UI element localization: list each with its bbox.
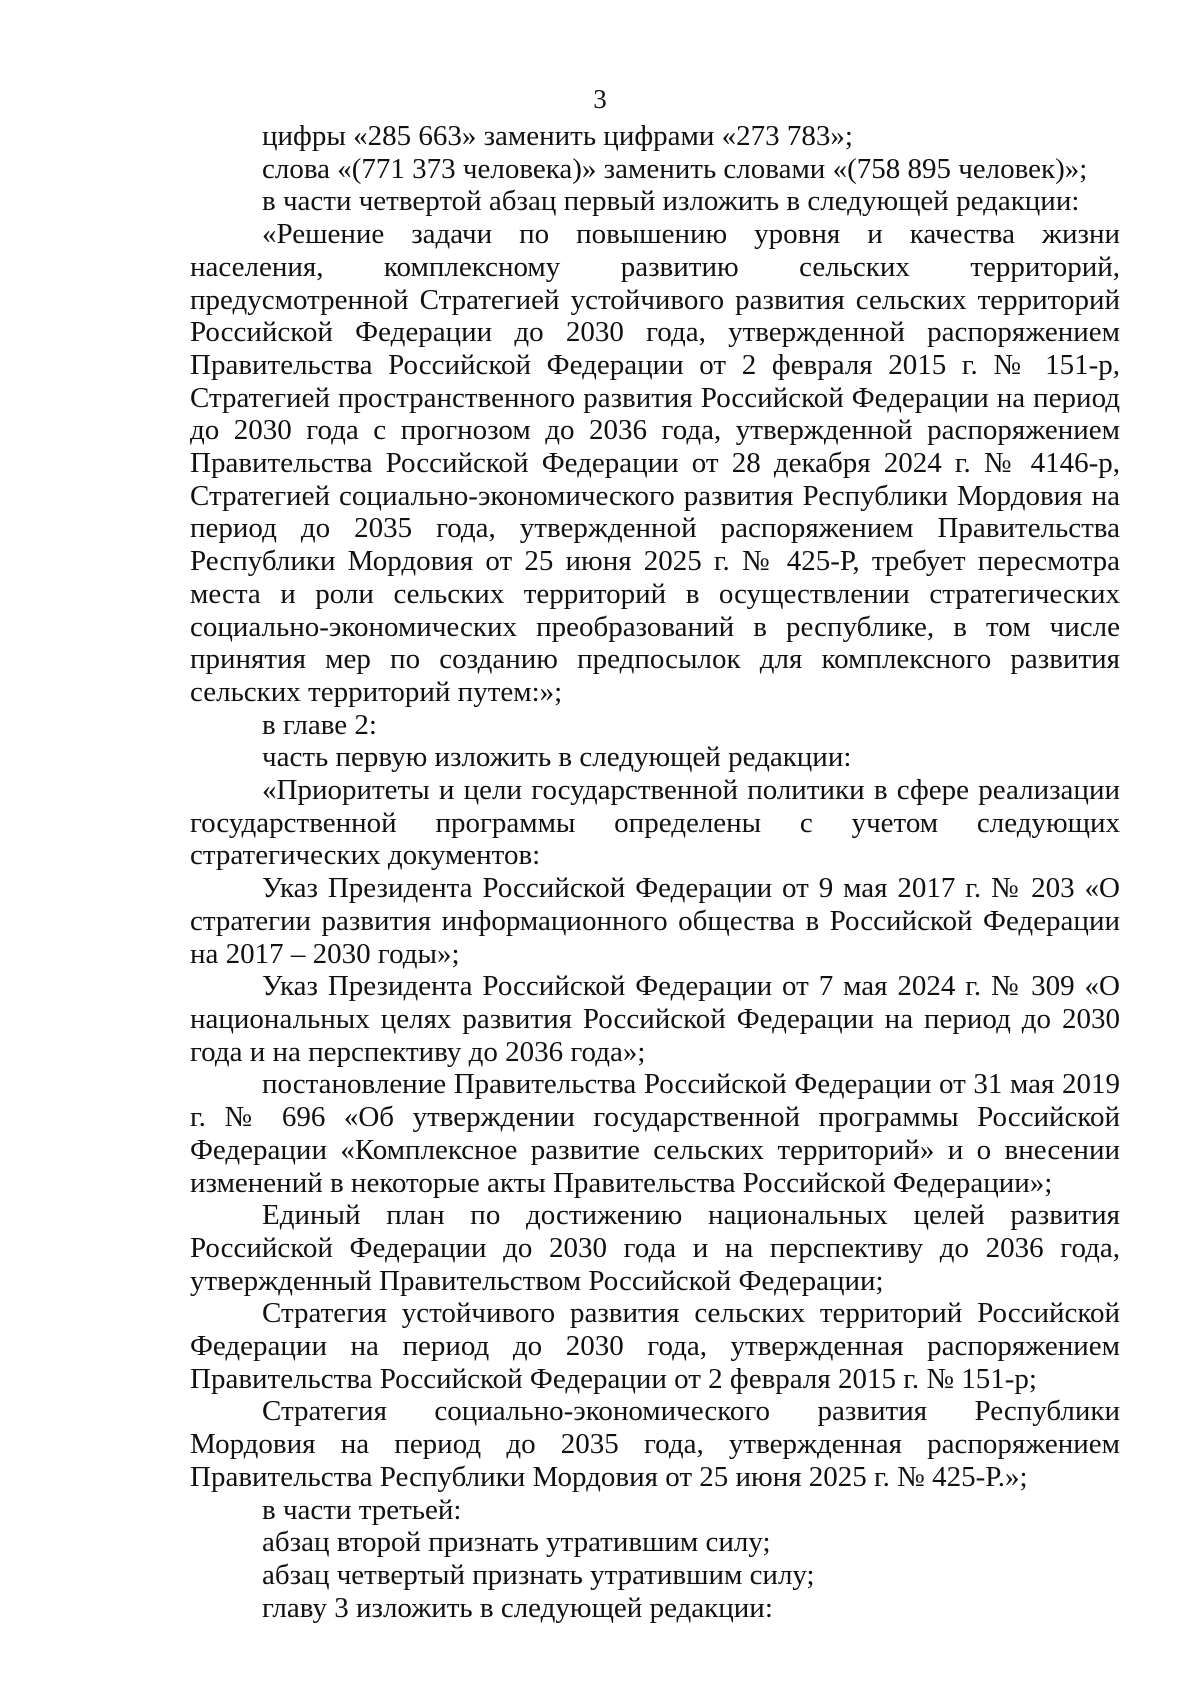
paragraph: Указ Президента Российской Федерации от 9 мая 2017 г. № 203 «О стратегии развития информационного общества в Российской Федерации на 2017 – 2030 годы»; [190, 872, 1120, 970]
paragraph: «Решение задачи по повышению уровня и качества жизни населения, комплексному развитию сельских территорий, предусмотренной Стратегией устойчивого развития сельских территорий Российской Федерации до 2030 года, утвержденной распоряжением Правительства Российской Федерации от 2 февраля 2015 г. № 151-р, Стратегией пространственного развития Российской Федерации на период до 2030 года с прогнозом до 2036 года, утвержденной распоряжением Правительства Российской Федерации от 28 декабря 2024 г. № 4146-р, Стратегией социально-экономического развития Республики Мордовия на период до 2035 года, утвержденной распоряжением Правительства Республики Мордовия от 25 июня 2025 г. № 425-Р, требует пересмотра места и роли сельских территорий в осуществлении стратегических социально-экономических преобразований в республике, в том числе принятия мер по созданию предпосылок для комплексного развития сельских территорий путем:»; [190, 218, 1120, 708]
paragraph: абзац второй признать утратившим силу; [262, 1526, 771, 1559]
page-number: 3 [593, 84, 607, 114]
paragraph: Стратегия устойчивого развития сельских территорий Российской Федерации на период до 2030 года, утвержденная распоряжением Правительства Российской Федерации от 2 февраля 2015 г. № 151-р; [190, 1297, 1120, 1395]
paragraph: цифры «285 663» заменить цифрами «273 783»; [262, 120, 853, 152]
paragraph: абзац четвертый признать утратившим силу; [262, 1558, 815, 1591]
paragraph: часть первую изложить в следующей редакции: [262, 741, 852, 774]
paragraph: «Приоритеты и цели государственной политики в сфере реализации государственной программы определены с учетом следующих стратегических документов: [190, 774, 1120, 872]
paragraph: слова «(771 373 человека)» заменить словами «(758 895 человек)»; [262, 152, 1088, 185]
paragraph: в части третьей: [262, 1493, 462, 1526]
document-body [190, 120, 1120, 1624]
paragraph: в части четвертой абзац первый изложить в следующей редакции: [262, 185, 1080, 218]
paragraph: постановление Правительства Российской Федерации от 31 мая 2019 г. № 696 «Об утверждении государственной программы Российской Федерации «Комплексное развитие сельских территорий» и о внесении изменений в некоторые акты Правительства Российской Федерации»; [190, 1068, 1120, 1199]
paragraph: Стратегия социально-экономического развития Республики Мордовия на период до 2035 года, утвержденная распоряжением Правительства Республики Мордовия от 25 июня 2025 г. № 425-Р.»; [190, 1395, 1120, 1493]
paragraph: Единый план по достижению национальных целей развития Российской Федерации до 2030 года и на перспективу до 2036 года, утвержденный Правительством Российской Федерации; [190, 1199, 1120, 1297]
paragraph: главу 3 изложить в следующей редакции: [262, 1591, 773, 1624]
paragraph: в главе 2: [262, 708, 377, 741]
paragraph: Указ Президента Российской Федерации от 7 мая 2024 г. № 309 «О национальных целях развития Российской Федерации на период до 2030 года и на перспективу до 2036 года»; [190, 970, 1120, 1068]
